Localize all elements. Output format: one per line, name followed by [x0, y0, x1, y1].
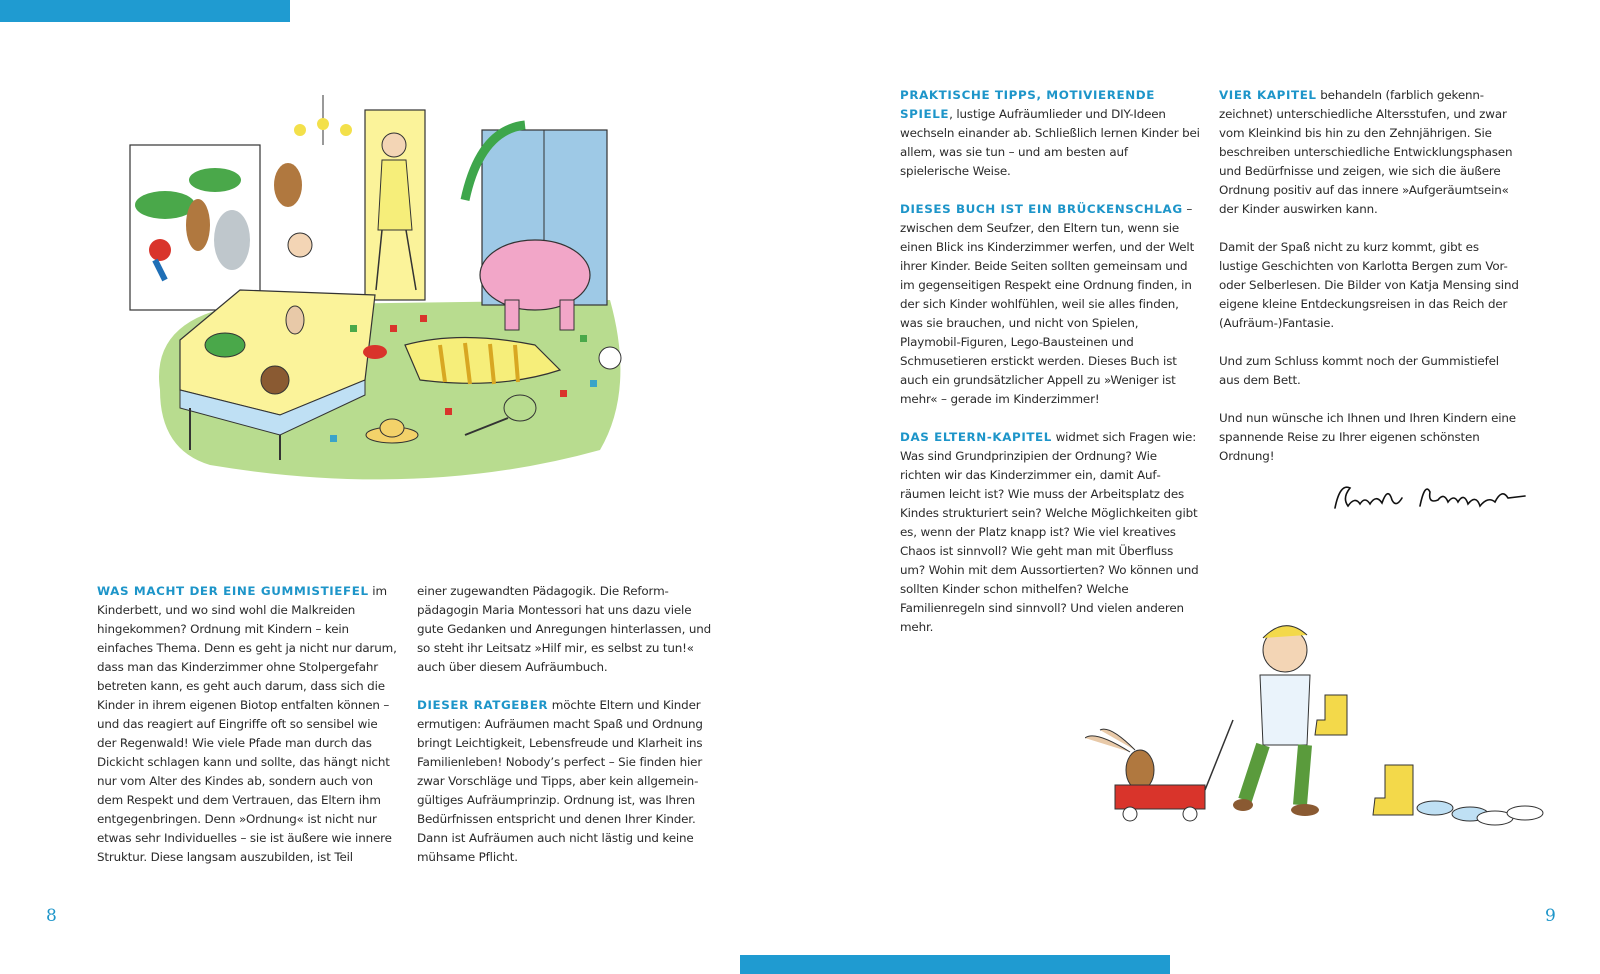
paragraph: [1219, 86, 1519, 219]
paragraph: [417, 582, 717, 677]
lead-in: WAS MACHT DER EINE GUMMISTIEFEL: [97, 584, 369, 598]
paragraph: [1219, 352, 1519, 390]
paragraph: [97, 582, 397, 867]
body-text: Und zum Schluss kommt noch der Gummistiefel aus dem Bett.: [1219, 354, 1499, 387]
paragraph: [900, 200, 1200, 409]
text-column-1: [97, 582, 397, 886]
text-column-4: [1219, 86, 1519, 485]
messy-room-illustration: [120, 90, 640, 490]
body-text: möchte Eltern und Kinder ermutigen: Aufräumen macht Spaß und Ordnung bringt Leichtigkeit, Lebensfreude und Klarheit ins Familienleben! Nobody’s perfect – Sie finden hier zwar Vorschläge und Tipps, aber kein allgemeingültiges Aufräumprinzip. Ordnung ist, was Ihren Bedürfnissen entspricht und denen Ihrer Kinder. Dann ist Aufräumen auch nicht lästig und keine mühsame Pflicht.: [417, 698, 703, 864]
page-number-right: 9: [1545, 906, 1556, 926]
body-text: widmet sich Fragen wie: Was sind Grundprinzipien der Ordnung? Wie richten wir das Kinderzimmer ein, damit Aufräumen leicht ist? Wie muss der Arbeitsplatz des Kindes strukturiert sein? Welche Möglichkeiten gibt es, wenn der Platz knapp ist? Wie viel kreatives Chaos ist sinnvoll? Wie geht man mit Überfluss um? Wohin mit dem Aussortierten? Wo können und sollten Kinder schon mithelfen? Welche Familienregeln sind sinnvoll? Und vielen anderen mehr.: [900, 430, 1199, 634]
bottom-accent-bar: [740, 955, 1170, 974]
body-text: Damit der Spaß nicht zu kurz kommt, gibt es lustige Geschichten von Karlotta Bergen zum Vor- oder Selberlesen. Die Bilder von Katja Mensing sind eigene kleine Entdeckungsreisen in das Reich der (Aufräum-)Fantasie.: [1219, 240, 1519, 330]
body-text: – zwischen dem Seufzer, den Eltern tun, wenn sie einen Blick ins Kinderzimmer werfen, und der Welt ihrer Kinder. Beide Seiten sollten gemeinsam und im gegenseitigen Respekt eine Ordnung finden, in der sich Kinder wohlfühlen, weil sie alles finden, was sie brauchen, und nicht von Spielen, Playmobil-Figuren, Lego-Bausteinen und Schmusetieren erstickt werden. Dieses Buch ist auch ein grundsätzlicher Appell zu »Weniger ist mehr« – gerade im Kinderzimmer!: [900, 202, 1195, 406]
top-accent-bar: [0, 0, 290, 22]
body-text: , lustige Aufräumlieder und DIY-Ideen wechseln einander ab. Schließlich lernen Kinder bei allem, was sie tun – und am besten auf spielerische Weise.: [900, 107, 1200, 178]
lead-in: DIESES BUCH IST EIN BRÜCKENSCHLAG: [900, 202, 1183, 216]
body-text: im Kinderbett, und wo sind wohl die Malkreiden hingekommen? Ordnung mit Kindern – kein einfaches Thema. Denn es geht ja nicht nur darum, dass man das Kinderzimmer ohne Stolpergefahr betreten kann, es geht auch darum, dass sich die Kinder in ihrem eigenen Biotop entfalten können – und das reagiert auf Eingriffe oft so sensibel wie der Regenwald! Wie viele Pfade man durch das Dickicht schlagen kann und sollte, das hängt nicht nur vom Alter des Kindes ab, sondern auch von dem Respekt und dem Vertrauen, das Eltern ihm entgegenbringen. Denn »Ordnung« ist nicht nur etwas sehr Individuelles – sie ist äußere wie innere Struktur. Diese langsam auszubilden, ist Teil: [97, 584, 397, 864]
paragraph: [1219, 409, 1519, 466]
body-text: Und nun wünsche ich Ihnen und Ihren Kindern eine spannende Reise zu Ihrer eigenen schönsten Ordnung!: [1219, 411, 1516, 463]
lead-in: DIESER RATGEBER: [417, 698, 549, 712]
paragraph: [900, 428, 1200, 637]
text-column-3: [900, 86, 1200, 656]
body-text: einer zugewandten Pädagogik. Die Reformpädagogin Maria Montessori hat uns dazu viele gute Gedanken und Anregungen hinterlassen, und so steht ihr Leitsatz »Hilf mir, es selbst zu tun!« auch über diesem Aufräumbuch.: [417, 584, 712, 674]
page-number-left: 8: [46, 906, 57, 926]
lead-in: VIER KAPITEL: [1219, 88, 1317, 102]
paragraph: [900, 86, 1200, 181]
lead-in: DAS ELTERN-KAPITEL: [900, 430, 1052, 444]
lead-in: PRAKTISCHE TIPPS, MOTIVIERENDE SPIELE: [900, 88, 1155, 121]
body-text: behandeln (farblich gekennzeichnet) unterschiedliche Altersstufen, und zwar vom Kleinkind bis hin zu den Zehnjährigen. Sie beschreiben unterschiedliche Entwicklungsphasen und Bedürfnisse und zeigen, wie sich die äußere Ordnung positiv auf das innere »Aufgeräumtsein« der Kinder auswirken kann.: [1219, 88, 1513, 216]
paragraph: [417, 696, 717, 867]
handwritten-signature: [1330, 478, 1530, 518]
paragraph: [1219, 238, 1519, 333]
text-column-2: [417, 582, 717, 886]
